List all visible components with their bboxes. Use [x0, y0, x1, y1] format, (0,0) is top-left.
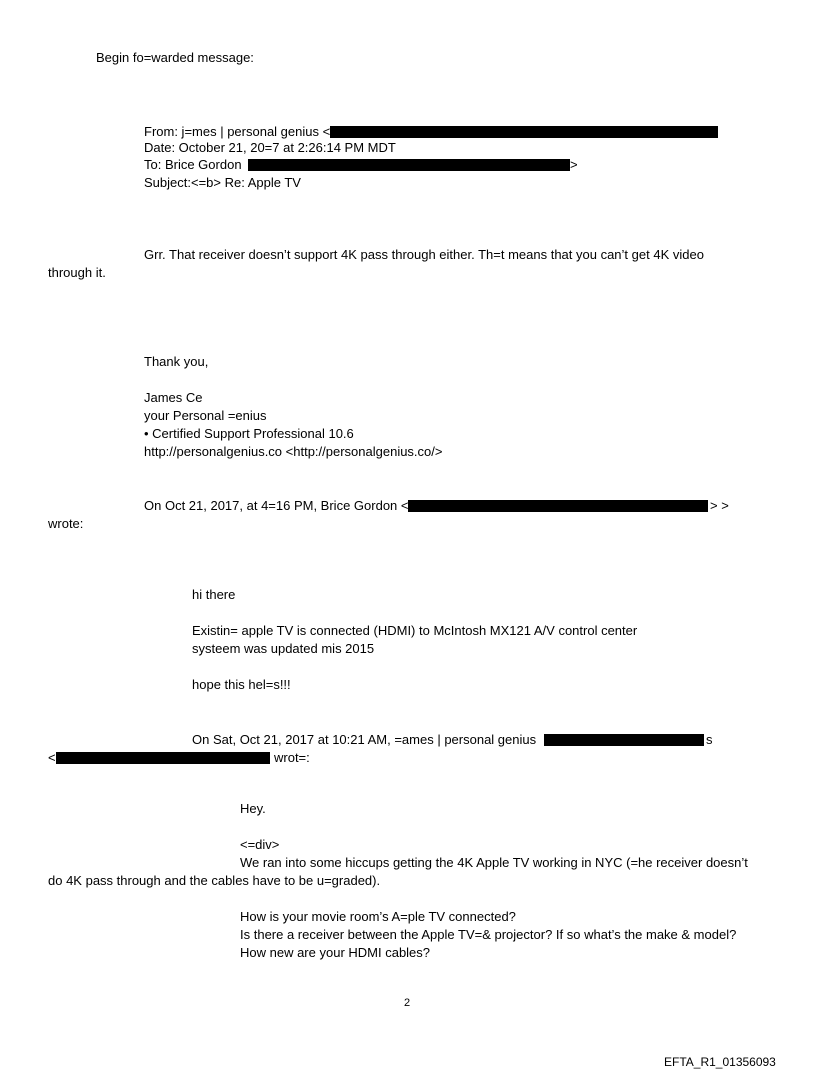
redaction-to-email [248, 159, 570, 171]
page-number: 2 [404, 997, 411, 1009]
quote1-line1: Existin= apple TV is connected (HDMI) to McIntosh MX121 A/V control center [192, 623, 638, 638]
quote2-wrote: wrot=: [274, 750, 310, 765]
quote2-attribution-end: s [706, 732, 713, 747]
quote2-line1: We ran into some hiccups getting the 4K Apple TV working in NYC (=he receiver doesn’t [240, 855, 748, 870]
quote2-question1: How is your movie room’s A=ple TV connected? [240, 909, 516, 924]
header-to: To: Brice Gordon [144, 157, 242, 172]
quote1-line3: hope this hel=s!!! [192, 677, 291, 692]
redaction-quote2-email [544, 734, 704, 746]
quote1-line2: systeem was updated mis 2015 [192, 641, 375, 656]
quote1-wrote: wrote: [48, 516, 84, 531]
header-to-end: > [570, 157, 578, 172]
signature-cert: • Certified Support Professional 10.6 [144, 426, 354, 441]
quote2-div: <=div> [240, 837, 280, 852]
quote1-attribution-end: > > [710, 498, 729, 513]
signature-name: James Ce [144, 390, 203, 405]
header-date: Date: October 21, 20=7 at 2:26:14 PM MDT [144, 140, 396, 155]
message1-line2: through it. [48, 265, 106, 280]
quote2-question2: Is there a receiver between the Apple TV=& projector? If so what’s the make & model? [240, 927, 737, 942]
redaction-quote1-email [408, 500, 708, 512]
header-from: From: j=mes | personal genius < [144, 124, 331, 139]
signature-thanks: Thank you, [144, 354, 209, 369]
forward-header: Begin fo=warded message: [96, 50, 254, 65]
redaction-from-email [330, 126, 718, 138]
message1-line1: Grr. That receiver doesn’t support 4K pass through either. Th=t means that you can’t get 4K video [144, 247, 704, 262]
quote1-attribution: On Oct 21, 2017, at 4=16 PM, Brice Gordon < [144, 498, 409, 513]
quote1-greeting: hi there [192, 587, 236, 602]
redaction-quote2-email-2 [56, 752, 270, 764]
quote2-line2: do 4K pass through and the cables have to be u=graded). [48, 873, 381, 888]
quote2-lt: < [48, 750, 56, 765]
quote2-attribution: On Sat, Oct 21, 2017 at 10:21 AM, =ames | personal genius [192, 732, 537, 747]
quote2-question3: How new are your HDMI cables? [240, 945, 431, 960]
document-id-footer: EFTA_R1_01356093 [664, 1055, 776, 1069]
signature-title: your Personal =enius [144, 408, 267, 423]
signature-url: http://personalgenius.co <http://personalgenius.co/> [144, 444, 443, 459]
header-subject: Subject:<=b> Re: Apple TV [144, 175, 301, 190]
quote2-greeting: Hey. [240, 801, 266, 816]
